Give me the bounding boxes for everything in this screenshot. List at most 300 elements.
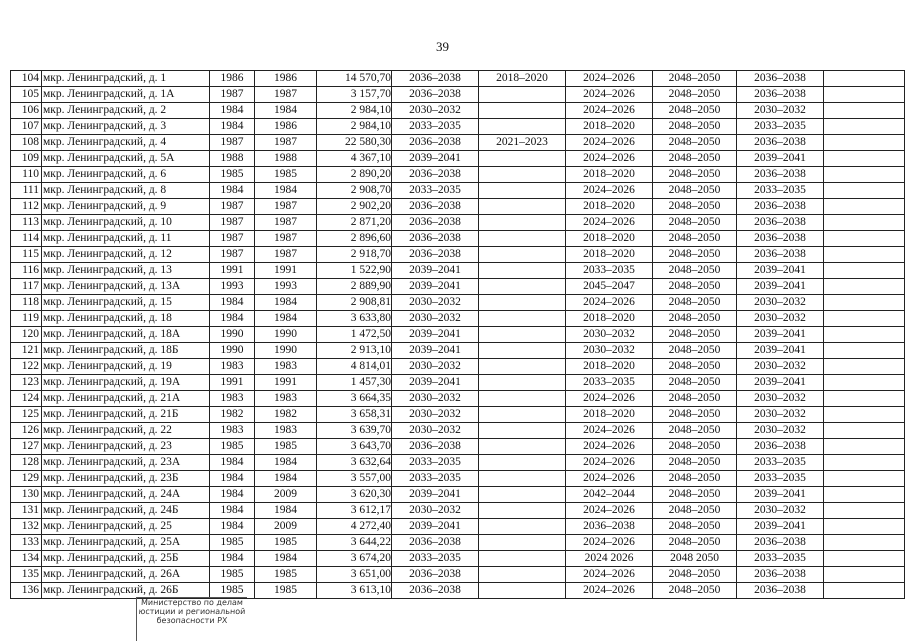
period-cell: 2048–2050: [653, 87, 737, 103]
area-cell: 3 658,31: [317, 407, 392, 423]
row-number-cell: 118: [11, 295, 42, 311]
table-row: [11, 263, 905, 279]
period-cell: 2030–2032: [737, 423, 824, 439]
period-cell: [479, 359, 566, 375]
address-cell: мкр. Ленинградский, д. 23Б: [42, 471, 210, 487]
empty-cell: [824, 519, 905, 535]
period-cell: 2048–2050: [653, 487, 737, 503]
period-cell: 2048–2050: [653, 167, 737, 183]
year-commission-cell: 2009: [255, 519, 317, 535]
year-commission-cell: 1986: [255, 71, 317, 87]
period-cell: 2048–2050: [653, 359, 737, 375]
period-cell: 2039–2041: [392, 375, 479, 391]
address-cell: мкр. Ленинградский, д. 4: [42, 135, 210, 151]
year-commission-cell: 1984: [255, 183, 317, 199]
row-number-cell: 132: [11, 519, 42, 535]
period-cell: 2033–2035: [737, 471, 824, 487]
period-cell: 2048–2050: [653, 519, 737, 535]
year-built-cell: 1985: [210, 535, 255, 551]
period-cell: 2039–2041: [737, 151, 824, 167]
table-row: [11, 519, 905, 535]
address-cell: мкр. Ленинградский, д. 3: [42, 119, 210, 135]
period-cell: [479, 375, 566, 391]
empty-cell: [824, 327, 905, 343]
period-cell: 2024–2026: [566, 583, 653, 599]
period-cell: 2048–2050: [653, 343, 737, 359]
period-cell: 2018–2020: [566, 231, 653, 247]
stamp-line: юстиции и региональной: [138, 607, 246, 616]
period-cell: 2036–2038: [737, 87, 824, 103]
period-cell: 2024–2026: [566, 423, 653, 439]
row-number-cell: 127: [11, 439, 42, 455]
period-cell: 2042–2044: [566, 487, 653, 503]
period-cell: [479, 407, 566, 423]
period-cell: 2048–2050: [653, 439, 737, 455]
period-cell: 2024–2026: [566, 439, 653, 455]
period-cell: 2024–2026: [566, 567, 653, 583]
table-row: [11, 535, 905, 551]
period-cell: 2030–2032: [737, 503, 824, 519]
period-cell: [479, 87, 566, 103]
period-cell: [479, 487, 566, 503]
year-commission-cell: 1990: [255, 327, 317, 343]
period-cell: 2024–2026: [566, 87, 653, 103]
period-cell: [479, 183, 566, 199]
year-commission-cell: 1991: [255, 375, 317, 391]
period-cell: 2030–2032: [737, 311, 824, 327]
address-cell: мкр. Ленинградский, д. 12: [42, 247, 210, 263]
empty-cell: [824, 215, 905, 231]
year-built-cell: 1991: [210, 263, 255, 279]
period-cell: 2024–2026: [566, 135, 653, 151]
address-cell: мкр. Ленинградский, д. 11: [42, 231, 210, 247]
table-row: [11, 407, 905, 423]
period-cell: 2039–2041: [737, 519, 824, 535]
period-cell: 2048–2050: [653, 215, 737, 231]
period-cell: 2048–2050: [653, 231, 737, 247]
empty-cell: [824, 551, 905, 567]
buildings-table: [10, 70, 905, 599]
year-commission-cell: 1983: [255, 391, 317, 407]
year-built-cell: 1987: [210, 231, 255, 247]
period-cell: 2033–2035: [566, 263, 653, 279]
period-cell: 2036–2038: [392, 247, 479, 263]
address-cell: мкр. Ленинградский, д. 18Б: [42, 343, 210, 359]
address-cell: мкр. Ленинградский, д. 6: [42, 167, 210, 183]
period-cell: 2039–2041: [737, 375, 824, 391]
stamp-line: Министерство по делам: [140, 598, 244, 607]
year-commission-cell: 1987: [255, 135, 317, 151]
period-cell: 2048–2050: [653, 183, 737, 199]
table-row: [11, 199, 905, 215]
address-cell: мкр. Ленинградский, д. 18А: [42, 327, 210, 343]
area-cell: 14 570,70: [317, 71, 392, 87]
address-cell: мкр. Ленинградский, д. 19А: [42, 375, 210, 391]
empty-cell: [824, 439, 905, 455]
period-cell: 2036–2038: [737, 215, 824, 231]
period-cell: 2018–2020: [566, 119, 653, 135]
table-row: [11, 119, 905, 135]
year-built-cell: 1984: [210, 471, 255, 487]
address-cell: мкр. Ленинградский, д. 2: [42, 103, 210, 119]
row-number-cell: 106: [11, 103, 42, 119]
area-cell: 3 613,10: [317, 583, 392, 599]
table-row: [11, 455, 905, 471]
period-cell: 2018–2020: [566, 311, 653, 327]
period-cell: [479, 471, 566, 487]
period-cell: 2048–2050: [653, 279, 737, 295]
period-cell: [479, 311, 566, 327]
year-built-cell: 1986: [210, 71, 255, 87]
address-cell: мкр. Ленинградский, д. 5А: [42, 151, 210, 167]
year-built-cell: 1984: [210, 311, 255, 327]
year-commission-cell: 1987: [255, 87, 317, 103]
year-commission-cell: 1984: [255, 455, 317, 471]
period-cell: 2036–2038: [392, 87, 479, 103]
table-row: [11, 567, 905, 583]
period-cell: 2024–2026: [566, 535, 653, 551]
period-cell: 2048 2050: [653, 551, 737, 567]
empty-cell: [824, 503, 905, 519]
year-commission-cell: 1984: [255, 503, 317, 519]
period-cell: 2030–2032: [737, 359, 824, 375]
year-commission-cell: 1984: [255, 103, 317, 119]
period-cell: 2048–2050: [653, 119, 737, 135]
empty-cell: [824, 167, 905, 183]
table-row: [11, 295, 905, 311]
period-cell: 2045–2047: [566, 279, 653, 295]
address-cell: мкр. Ленинградский, д. 25: [42, 519, 210, 535]
year-commission-cell: 1983: [255, 423, 317, 439]
table-row: [11, 231, 905, 247]
row-number-cell: 125: [11, 407, 42, 423]
period-cell: 2018–2020: [566, 359, 653, 375]
period-cell: 2033–2035: [566, 375, 653, 391]
row-number-cell: 116: [11, 263, 42, 279]
area-cell: 1 457,30: [317, 375, 392, 391]
address-cell: мкр. Ленинградский, д. 19: [42, 359, 210, 375]
year-built-cell: 1984: [210, 519, 255, 535]
period-cell: 2036–2038: [737, 71, 824, 87]
year-built-cell: 1984: [210, 503, 255, 519]
year-commission-cell: 1985: [255, 439, 317, 455]
period-cell: 2030–2032: [566, 343, 653, 359]
row-number-cell: 135: [11, 567, 42, 583]
period-cell: 2021–2023: [479, 135, 566, 151]
year-built-cell: 1987: [210, 215, 255, 231]
table-row: [11, 375, 905, 391]
table-row: [11, 311, 905, 327]
empty-cell: [824, 231, 905, 247]
table-row: [11, 503, 905, 519]
period-cell: 2024 2026: [566, 551, 653, 567]
empty-cell: [824, 487, 905, 503]
year-built-cell: 1985: [210, 439, 255, 455]
row-number-cell: 136: [11, 583, 42, 599]
period-cell: 2024–2026: [566, 215, 653, 231]
area-cell: 3 674,20: [317, 551, 392, 567]
period-cell: 2024–2026: [566, 183, 653, 199]
area-cell: 2 908,81: [317, 295, 392, 311]
empty-cell: [824, 455, 905, 471]
period-cell: 2036–2038: [737, 231, 824, 247]
period-cell: 2024–2026: [566, 455, 653, 471]
row-number-cell: 115: [11, 247, 42, 263]
period-cell: 2036–2038: [392, 567, 479, 583]
period-cell: 2039–2041: [392, 279, 479, 295]
year-commission-cell: 1987: [255, 231, 317, 247]
area-cell: 3 643,70: [317, 439, 392, 455]
row-number-cell: 122: [11, 359, 42, 375]
period-cell: [479, 551, 566, 567]
period-cell: 2048–2050: [653, 135, 737, 151]
row-number-cell: 121: [11, 343, 42, 359]
empty-cell: [824, 263, 905, 279]
period-cell: 2036–2038: [392, 439, 479, 455]
address-cell: мкр. Ленинградский, д. 9: [42, 199, 210, 215]
period-cell: 2036–2038: [392, 135, 479, 151]
period-cell: 2039–2041: [737, 487, 824, 503]
period-cell: 2033–2035: [392, 551, 479, 567]
year-built-cell: 1985: [210, 567, 255, 583]
period-cell: [479, 455, 566, 471]
row-number-cell: 107: [11, 119, 42, 135]
year-built-cell: 1984: [210, 295, 255, 311]
period-cell: 2030–2032: [566, 327, 653, 343]
empty-cell: [824, 391, 905, 407]
row-number-cell: 134: [11, 551, 42, 567]
year-commission-cell: 1987: [255, 215, 317, 231]
row-number-cell: 114: [11, 231, 42, 247]
table-row: [11, 167, 905, 183]
registration-stamp: [136, 597, 247, 641]
empty-cell: [824, 471, 905, 487]
row-number-cell: 108: [11, 135, 42, 151]
period-cell: 2030–2032: [392, 391, 479, 407]
year-built-cell: 1984: [210, 119, 255, 135]
year-commission-cell: 1984: [255, 295, 317, 311]
period-cell: 2030–2032: [737, 391, 824, 407]
period-cell: 2024–2026: [566, 471, 653, 487]
period-cell: [479, 247, 566, 263]
address-cell: мкр. Ленинградский, д. 25Б: [42, 551, 210, 567]
row-number-cell: 113: [11, 215, 42, 231]
year-built-cell: 1983: [210, 359, 255, 375]
period-cell: [479, 391, 566, 407]
address-cell: мкр. Ленинградский, д. 26А: [42, 567, 210, 583]
row-number-cell: 111: [11, 183, 42, 199]
row-number-cell: 120: [11, 327, 42, 343]
period-cell: 2030–2032: [392, 311, 479, 327]
page-number: 39: [436, 39, 449, 54]
period-cell: 2036–2038: [737, 583, 824, 599]
year-commission-cell: 1985: [255, 167, 317, 183]
empty-cell: [824, 119, 905, 135]
period-cell: 2030–2032: [392, 295, 479, 311]
table-row: [11, 391, 905, 407]
address-cell: мкр. Ленинградский, д. 15: [42, 295, 210, 311]
area-cell: 1 472,50: [317, 327, 392, 343]
area-cell: 2 871,20: [317, 215, 392, 231]
period-cell: 2048–2050: [653, 311, 737, 327]
year-built-cell: 1988: [210, 151, 255, 167]
period-cell: [479, 535, 566, 551]
period-cell: 2024–2026: [566, 103, 653, 119]
period-cell: 2036–2038: [392, 231, 479, 247]
period-cell: 2048–2050: [653, 423, 737, 439]
year-built-cell: 1984: [210, 487, 255, 503]
year-commission-cell: 1982: [255, 407, 317, 423]
period-cell: 2048–2050: [653, 535, 737, 551]
period-cell: 2048–2050: [653, 407, 737, 423]
period-cell: 2048–2050: [653, 247, 737, 263]
period-cell: 2048–2050: [653, 503, 737, 519]
area-cell: 3 557,00: [317, 471, 392, 487]
period-cell: 2048–2050: [653, 103, 737, 119]
empty-cell: [824, 135, 905, 151]
period-cell: 2048–2050: [653, 375, 737, 391]
period-cell: [479, 439, 566, 455]
period-cell: 2033–2035: [392, 471, 479, 487]
table-row: [11, 183, 905, 199]
period-cell: 2036–2038: [392, 215, 479, 231]
period-cell: 2039–2041: [737, 327, 824, 343]
area-cell: 3 612,17: [317, 503, 392, 519]
area-cell: 4 814,01: [317, 359, 392, 375]
period-cell: [479, 343, 566, 359]
period-cell: 2048–2050: [653, 151, 737, 167]
address-cell: мкр. Ленинградский, д. 1А: [42, 87, 210, 103]
period-cell: 2036–2038: [737, 535, 824, 551]
address-cell: мкр. Ленинградский, д. 1: [42, 71, 210, 87]
address-cell: мкр. Ленинградский, д. 13: [42, 263, 210, 279]
row-number-cell: 123: [11, 375, 42, 391]
year-commission-cell: 1984: [255, 471, 317, 487]
area-cell: 3 620,30: [317, 487, 392, 503]
row-number-cell: 129: [11, 471, 42, 487]
period-cell: 2048–2050: [653, 327, 737, 343]
year-built-cell: 1991: [210, 375, 255, 391]
year-commission-cell: 1990: [255, 343, 317, 359]
period-cell: [479, 167, 566, 183]
address-cell: мкр. Ленинградский, д. 26Б: [42, 583, 210, 599]
period-cell: 2048–2050: [653, 295, 737, 311]
year-built-cell: 1982: [210, 407, 255, 423]
year-commission-cell: 1987: [255, 247, 317, 263]
year-built-cell: 1984: [210, 183, 255, 199]
row-number-cell: 133: [11, 535, 42, 551]
row-number-cell: 117: [11, 279, 42, 295]
area-cell: 22 580,30: [317, 135, 392, 151]
area-cell: 3 651,00: [317, 567, 392, 583]
empty-cell: [824, 183, 905, 199]
empty-cell: [824, 103, 905, 119]
empty-cell: [824, 87, 905, 103]
period-cell: [479, 151, 566, 167]
period-cell: 2018–2020: [566, 199, 653, 215]
year-commission-cell: 1984: [255, 551, 317, 567]
period-cell: 2024–2026: [566, 295, 653, 311]
empty-cell: [824, 583, 905, 599]
period-cell: 2036–2038: [392, 199, 479, 215]
empty-cell: [824, 71, 905, 87]
period-cell: 2039–2041: [737, 279, 824, 295]
empty-cell: [824, 311, 905, 327]
area-cell: 2 913,10: [317, 343, 392, 359]
period-cell: [479, 215, 566, 231]
table-row: [11, 423, 905, 439]
period-cell: [479, 423, 566, 439]
empty-cell: [824, 247, 905, 263]
empty-cell: [824, 407, 905, 423]
table-row: [11, 279, 905, 295]
period-cell: [479, 231, 566, 247]
period-cell: 2024–2026: [566, 151, 653, 167]
period-cell: 2039–2041: [392, 263, 479, 279]
period-cell: 2033–2035: [737, 551, 824, 567]
area-cell: 3 639,70: [317, 423, 392, 439]
period-cell: 2036–2038: [566, 519, 653, 535]
table-row: [11, 439, 905, 455]
empty-cell: [824, 567, 905, 583]
empty-cell: [824, 295, 905, 311]
empty-cell: [824, 535, 905, 551]
year-commission-cell: 1985: [255, 535, 317, 551]
period-cell: 2036–2038: [737, 135, 824, 151]
year-commission-cell: 1985: [255, 567, 317, 583]
year-built-cell: 1987: [210, 199, 255, 215]
year-commission-cell: 1985: [255, 583, 317, 599]
address-cell: мкр. Ленинградский, д. 13А: [42, 279, 210, 295]
period-cell: 2024–2026: [566, 71, 653, 87]
area-cell: 2 918,70: [317, 247, 392, 263]
row-number-cell: 128: [11, 455, 42, 471]
period-cell: 2033–2035: [737, 455, 824, 471]
area-cell: 2 908,70: [317, 183, 392, 199]
period-cell: [479, 503, 566, 519]
period-cell: 2039–2041: [392, 343, 479, 359]
period-cell: 2039–2041: [392, 519, 479, 535]
period-cell: [479, 199, 566, 215]
year-built-cell: 1983: [210, 423, 255, 439]
address-cell: мкр. Ленинградский, д. 10: [42, 215, 210, 231]
period-cell: 2033–2035: [392, 183, 479, 199]
period-cell: 2048–2050: [653, 583, 737, 599]
period-cell: 2033–2035: [737, 119, 824, 135]
period-cell: 2036–2038: [737, 567, 824, 583]
empty-cell: [824, 343, 905, 359]
year-commission-cell: 1983: [255, 359, 317, 375]
period-cell: 2048–2050: [653, 455, 737, 471]
area-cell: 2 889,90: [317, 279, 392, 295]
period-cell: 2048–2050: [653, 71, 737, 87]
table-row: [11, 71, 905, 87]
area-cell: 1 522,90: [317, 263, 392, 279]
address-cell: мкр. Ленинградский, д. 22: [42, 423, 210, 439]
row-number-cell: 109: [11, 151, 42, 167]
address-cell: мкр. Ленинградский, д. 21А: [42, 391, 210, 407]
year-built-cell: 1983: [210, 391, 255, 407]
period-cell: 2048–2050: [653, 471, 737, 487]
period-cell: 2033–2035: [392, 119, 479, 135]
period-cell: 2048–2050: [653, 567, 737, 583]
year-commission-cell: 1984: [255, 311, 317, 327]
table-row: [11, 135, 905, 151]
table-row: [11, 471, 905, 487]
table-row: [11, 327, 905, 343]
address-cell: мкр. Ленинградский, д. 18: [42, 311, 210, 327]
table-row: [11, 103, 905, 119]
